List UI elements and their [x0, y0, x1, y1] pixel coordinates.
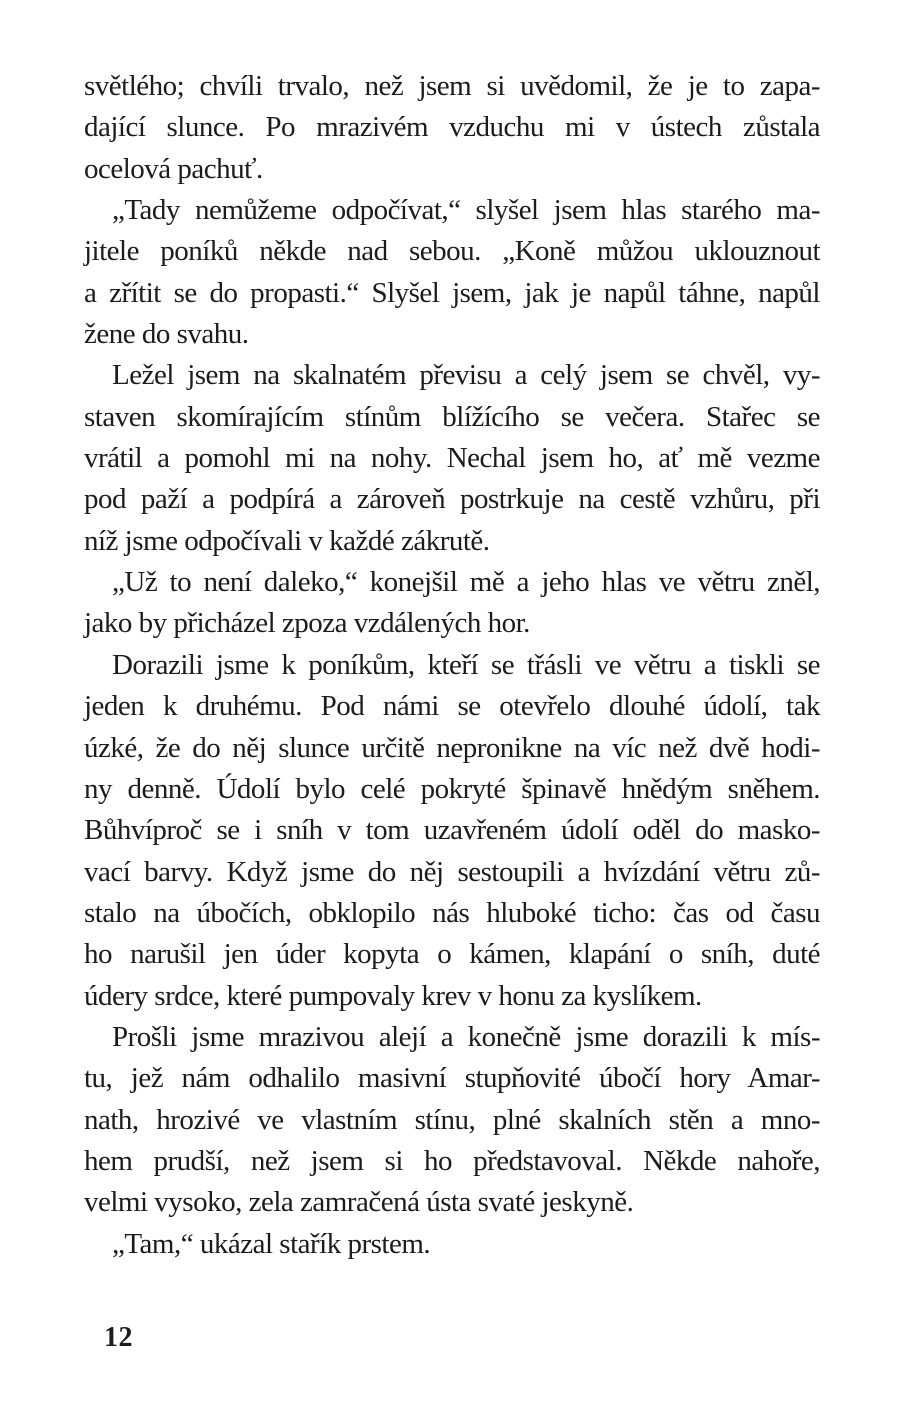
text-line: hem prudší, než jsem si ho představoval. Někde nahoře, — [84, 1144, 820, 1177]
text-line: světlého; chvíli trvalo, než jsem si uvědomil, že je to zapa- — [84, 70, 820, 102]
text-line: dající slunce. Po mrazivém vzduchu mi v ústech zůstala — [84, 111, 820, 144]
text-line: Dorazili jsme k poníkům, kteří se třásli ve větru a tiskli se — [112, 648, 820, 681]
text-line: ny denně. Údolí bylo celé pokryté špinavě hnědým sněhem. — [84, 772, 820, 805]
text-line: vrátil a pomohl mi na nohy. Nechal jsem ho, ať mě vezme — [84, 442, 820, 475]
text-line: „Už to není daleko,“ konejšil mě a jeho hlas ve větru zněl, — [112, 566, 820, 599]
text-line: nath, hrozivé ve vlastním stínu, plné skalních stěn a mno- — [84, 1103, 820, 1136]
text-line: Prošli jsme mrazivou alejí a konečně jsme dorazili k mís- — [112, 1020, 820, 1053]
text-line: tu, jež nám odhalilo masivní stupňovité úbočí hory Amar- — [84, 1062, 820, 1095]
page-number: 12 — [104, 1322, 133, 1353]
text-line: níž jsme odpočívali v každé zákrutě. — [84, 524, 490, 557]
text-line: pod paží a podpírá a zároveň postrkuje na cestě vzhůru, při — [84, 483, 820, 516]
text-line: velmi vysoko, zela zamračená ústa svaté jeskyně. — [84, 1186, 634, 1219]
text-line: ho narušil jen úder kopyta o kámen, klapání o sníh, duté — [84, 938, 820, 971]
text-line: staven skomírajícím stínům blížícího se večera. Stařec se — [84, 400, 820, 433]
text-line: úzké, že do něj slunce určitě nepronikne na víc než dvě hodi- — [84, 731, 820, 764]
text-line: ocelová pachuť. — [84, 152, 263, 185]
text-line: stalo na úbočích, obklopilo nás hluboké ticho: čas od času — [84, 896, 820, 929]
text-line: Ležel jsem na skalnatém převisu a celý jsem se chvěl, vy- — [112, 359, 820, 392]
text-line: „Tam,“ ukázal stařík prstem. — [112, 1227, 431, 1260]
text-line: Bůhvíproč se i sníh v tom uzavřeném údolí oděl do masko- — [84, 814, 820, 847]
page-text — [84, 66, 820, 1265]
text-line: údery srdce, které pumpovaly krev v honu za kyslíkem. — [84, 979, 702, 1012]
text-line: jako by přicházel zpoza vzdálených hor. — [84, 607, 530, 640]
text-line: jeden k druhému. Pod námi se otevřelo dlouhé údolí, tak — [84, 690, 820, 723]
text-line: „Tady nemůžeme odpočívat,“ slyšel jsem hlas starého ma- — [112, 194, 820, 227]
text-line: žene do svahu. — [84, 318, 249, 351]
text-line: a zřítit se do propasti.“ Slyšel jsem, jak je napůl táhne, napůl — [84, 276, 820, 309]
text-line: jitele poníků někde nad sebou. „Koně můžou uklouznout — [84, 235, 820, 268]
text-line: vací barvy. Když jsme do něj sestoupili a hvízdání větru zů- — [84, 855, 820, 888]
